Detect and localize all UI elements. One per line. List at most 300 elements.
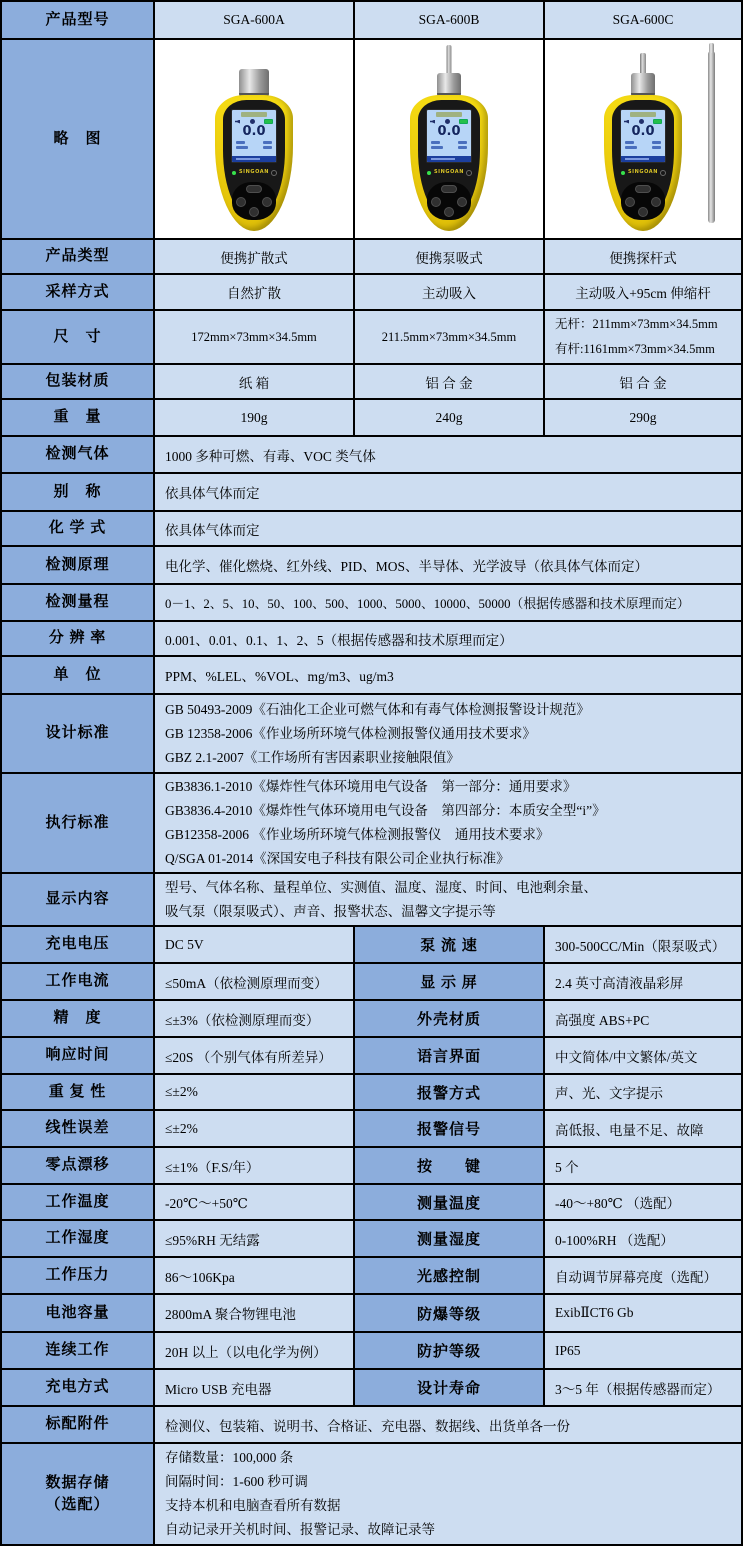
label-cell (355, 1221, 545, 1256)
keypad-enter-button (444, 207, 454, 217)
value-text: 依具体气体而定 (165, 522, 260, 538)
label-cell (2, 622, 155, 655)
value-text: 5 个 (555, 1159, 579, 1175)
speaker-icon (235, 120, 240, 124)
row-dimensions (2, 311, 741, 365)
value-cell (155, 1444, 741, 1544)
row-label: 测量温度 (416, 1195, 481, 1212)
model-c-cell (545, 2, 741, 38)
keypad-left-button (431, 197, 441, 207)
speaker-icon (624, 120, 629, 124)
label-cell (2, 1258, 155, 1293)
screen-info-row (427, 146, 471, 149)
label-cell (2, 1111, 155, 1146)
row-label: 重 复 性 (48, 1083, 107, 1100)
label-cell (355, 964, 545, 999)
value-cell (545, 1111, 741, 1146)
device-body (410, 95, 488, 231)
label-cell (2, 1407, 155, 1442)
label-cell (355, 1148, 545, 1183)
value-cell (155, 964, 355, 999)
label-cell (2, 437, 155, 472)
value-text: 主动吸入+95cm 伸缩杆 (575, 286, 711, 301)
screen-status-bar (427, 156, 471, 162)
value-cell (155, 512, 741, 545)
row-data-storage (2, 1444, 741, 1544)
value-line: Q/SGA 01-2014《深国安电子科技有限公司企业执行标准》 (165, 851, 510, 866)
row-label: 精 度 (53, 1010, 102, 1027)
product-image-cell-c (545, 40, 741, 238)
value-line: GB3836.4-2010《爆炸性气体环境用电气设备 第四部分：本质安全型“i”》 (165, 803, 606, 818)
value-cell (545, 1148, 741, 1183)
label-cell (2, 1295, 155, 1331)
row-label: 零点漂移 (45, 1157, 110, 1174)
label-cell (2, 40, 155, 238)
value-cell (545, 1075, 741, 1109)
model-b-name: SGA-600B (418, 12, 480, 27)
value-line: 型号、气体名称、量程单位、实测值、温度、湿度、时间、电池剩余量、 (165, 879, 597, 895)
row-label: 响应时间 (45, 1047, 110, 1064)
label-cell (355, 1111, 545, 1146)
row-label: 分 辨 率 (48, 630, 107, 647)
device-screen (620, 109, 666, 163)
row-label: 单 位 (53, 666, 102, 683)
row-product-type (2, 240, 741, 275)
value-cell (155, 1221, 355, 1256)
value-text: 高强度 ABS+PC (555, 1012, 650, 1028)
label-cell (2, 474, 155, 510)
value-cell-c (545, 275, 741, 309)
value-cell (545, 964, 741, 999)
value-line: 支持本机和电脑查看所有数据 (165, 1498, 341, 1513)
label-cell (2, 1038, 155, 1073)
value-cell (155, 1111, 355, 1146)
label-cell (2, 240, 155, 273)
row-packaging (2, 365, 741, 400)
keypad-right-button (262, 197, 272, 207)
value-line: 间隔时间：1-600 秒可调 (165, 1474, 308, 1489)
value-text: ≤50mA（依检测原理而变） (165, 975, 328, 991)
label-cell (355, 1038, 545, 1073)
value-cell-a (155, 365, 355, 398)
value-line: GBZ 2.1-2007《工作场所有害因素职业接触限值》 (165, 749, 460, 765)
screen-info-row (427, 141, 471, 144)
brand-row (418, 169, 480, 177)
model-a-cell (155, 2, 355, 38)
row-zero-drift-keys (2, 1148, 741, 1185)
row-label: 按 键 (416, 1159, 481, 1175)
row-label: 报警方式 (416, 1085, 481, 1102)
value-cell-a (155, 311, 355, 363)
value-cell-c (545, 311, 741, 363)
label-cell (355, 1370, 545, 1405)
value-line: GB 50493-2009《石油化工企业可燃气体和有毒气体检测报警设计规范》 (165, 701, 590, 717)
value-cell (545, 1258, 741, 1293)
screen-status-bar (232, 156, 276, 162)
value-cell (155, 1295, 355, 1331)
row-label: 充电电压 (45, 936, 110, 953)
value-cell-a (155, 240, 355, 273)
value-text: 1000 多种可燃、有毒、VOC 类气体 (165, 448, 376, 464)
brand-row (223, 169, 285, 177)
label-cell (355, 1258, 545, 1293)
value-cell (545, 1295, 741, 1331)
value-cell-b (355, 275, 545, 309)
row-sampling-method (2, 275, 741, 311)
value-cell (155, 874, 741, 925)
label-cell (2, 2, 155, 38)
row-label: 充电方式 (45, 1379, 110, 1396)
row-label: 防护等级 (416, 1344, 481, 1360)
value-cell (155, 695, 741, 772)
screen-info-row (232, 141, 276, 144)
value-text: 便携探杆式 (609, 250, 677, 266)
row-linearity-alarm-signal (2, 1111, 741, 1148)
row-label: 测量湿度 (416, 1232, 481, 1248)
label-cell (2, 874, 155, 925)
value-cell (155, 1407, 741, 1442)
sensor-cap (437, 73, 461, 97)
value-cell (155, 1258, 355, 1293)
row-label: 外壳材质 (416, 1012, 481, 1028)
row-label: 设计标准 (45, 725, 110, 742)
row-label: 线性误差 (45, 1120, 110, 1137)
label-cell (2, 927, 155, 962)
row-repeatability-alarm-mode (2, 1075, 741, 1111)
telescopic-rod (708, 51, 715, 223)
screen-reading: 0.0 (437, 124, 461, 139)
row-label: 检测气体 (45, 446, 110, 463)
value-cell (545, 1370, 741, 1405)
value-cell-c (545, 400, 741, 435)
value-text: 20H 以上（以电化学为例） (165, 1344, 327, 1360)
screen-info-row (621, 141, 665, 144)
keypad (427, 182, 471, 220)
value-cell-b (355, 365, 545, 398)
device-photo-sga-600b (355, 41, 543, 237)
row-weight (2, 400, 741, 437)
value-text: 300-500CC/Min（限泵吸式） (555, 938, 726, 954)
row-detection-principle (2, 547, 741, 585)
label-cell (2, 1370, 155, 1405)
pump-probe (447, 45, 452, 75)
value-text: ≤±3%（依检测原理而变） (165, 1012, 320, 1028)
value-cell (545, 1001, 741, 1036)
row-alias (2, 474, 741, 512)
row-label: 化 学 式 (48, 520, 107, 537)
row-display-content (2, 874, 741, 927)
row-working-pressure-light-sense (2, 1258, 741, 1295)
led-indicator (232, 171, 236, 175)
value-cell (545, 1333, 741, 1368)
value-line: GB 12358-2006《作业场所环境气体检测报警仪通用技术要求》 (165, 725, 536, 741)
row-label: 产品型号 (45, 11, 110, 28)
keypad-right-button (457, 197, 467, 207)
value-cell-c (545, 365, 741, 398)
row-detected-gas (2, 437, 741, 474)
keypad-right-button (651, 197, 661, 207)
row-working-current-display (2, 964, 741, 1001)
label-cell (2, 512, 155, 545)
row-label: 语言界面 (416, 1049, 481, 1065)
label-cell (2, 695, 155, 772)
value-text: 自动调节屏幕亮度（选配） (555, 1269, 717, 1285)
value-cell-a (155, 400, 355, 435)
device-front-panel (418, 100, 480, 220)
row-label: 执行标准 (45, 814, 110, 831)
label-cell (355, 1185, 545, 1219)
row-label: 别 称 (53, 483, 102, 500)
value-line: GB3836.1-2010《爆炸性气体环境用电气设备 第一部分：通用要求》 (165, 779, 577, 794)
value-text: 依具体气体而定 (165, 486, 260, 501)
row-accessories (2, 1407, 741, 1444)
product-image-cell-a (155, 40, 355, 238)
row-continuous-work-protection (2, 1333, 741, 1370)
row-label: 工作湿度 (45, 1230, 110, 1247)
row-working-temp-measure-temp (2, 1185, 741, 1221)
value-cell (155, 927, 355, 962)
value-text: ExibⅡCT6 Gb (555, 1305, 634, 1320)
keypad-enter-button (638, 207, 648, 217)
row-label: 检测原理 (45, 556, 110, 573)
value-cell (155, 437, 741, 472)
value-text: 高低报、电量不足、故障 (555, 1122, 704, 1138)
value-text: 0－1、2、5、10、50、100、500、1000、5000、10000、50000（根据传感器和技术原理而定） (165, 597, 690, 611)
label-cell (355, 1075, 545, 1109)
row-working-humidity-measure-humidity (2, 1221, 741, 1258)
device-photo-sga-600c (545, 41, 741, 237)
row-label: 泵 流 速 (420, 938, 478, 954)
label-cell (2, 547, 155, 583)
value-text: 172mm×73mm×34.5mm (191, 329, 317, 344)
label-cell (2, 1221, 155, 1256)
led-indicator (427, 171, 431, 175)
value-text: 便携泵吸式 (415, 250, 483, 266)
value-text: 铝 合 金 (619, 375, 667, 391)
row-resolution (2, 622, 741, 657)
label-cell (2, 1148, 155, 1183)
value-cell-a (155, 275, 355, 309)
value-cell (155, 547, 741, 583)
brand-label: SINGOAN (433, 169, 465, 175)
screen-reading: 0.0 (242, 124, 266, 139)
row-chemical-formula (2, 512, 741, 547)
row-label: 工作压力 (45, 1267, 110, 1284)
value-text: ≤20S （个别气体有所差异） (165, 1049, 332, 1065)
value-text: 中文简体/中文繁体/英文 (555, 1049, 698, 1065)
row-label: 显示内容 (45, 891, 110, 908)
label-cell (2, 585, 155, 620)
row-label: 工作温度 (45, 1193, 110, 1210)
label-cell (355, 1001, 545, 1036)
value-cell-b (355, 240, 545, 273)
device-front-panel (612, 100, 674, 220)
row-label: 检测量程 (45, 594, 110, 611)
value-text: ≤±1%（F.S/年） (165, 1159, 260, 1175)
value-text: 铝 合 金 (425, 375, 473, 391)
row-label: 工作电流 (45, 973, 110, 990)
value-line: 自动记录开关机时间、报警记录、故障记录等 (165, 1522, 435, 1537)
value-line: 吸气泵（限泵吸式）、声音、报警状态、温馨文字提示等 (165, 903, 496, 919)
row-battery-explosionproof (2, 1295, 741, 1333)
keypad-menu-button (246, 185, 262, 193)
value-cell-b (355, 400, 545, 435)
sensor-cap (631, 73, 655, 97)
value-cell (155, 1185, 355, 1219)
model-c-name: SGA-600C (612, 12, 674, 27)
label-cell (2, 1075, 155, 1109)
value-text: 240g (435, 409, 463, 425)
keypad (232, 182, 276, 220)
row-accuracy-shell (2, 1001, 741, 1038)
device-front-panel (223, 100, 285, 220)
speaker-icon (430, 120, 435, 124)
value-cell (155, 1370, 355, 1405)
row-label: 报警信号 (416, 1122, 481, 1138)
screen-title-bar (630, 112, 656, 117)
value-text: -40～+80℃ （选配） (555, 1196, 681, 1211)
label-cell (355, 1333, 545, 1368)
row-label: 设计寿命 (416, 1381, 481, 1397)
value-text: ≤95%RH 无结露 (165, 1232, 260, 1248)
value-text: 便携扩散式 (220, 250, 288, 266)
keypad-menu-button (441, 185, 457, 193)
row-response-time-language (2, 1038, 741, 1075)
sensor-cap (239, 69, 269, 97)
label-cell (2, 365, 155, 398)
screen-title-bar (436, 112, 462, 117)
power-button-icon (466, 170, 472, 176)
value-cell (155, 1075, 355, 1109)
value-text: 86～106Kpa (165, 1269, 235, 1285)
model-b-cell (355, 2, 545, 38)
brand-row (612, 169, 674, 177)
label-cell (2, 1185, 155, 1219)
value-cell (155, 1038, 355, 1073)
label-cell (2, 275, 155, 309)
pump-probe (640, 53, 646, 75)
row-label: 标配附件 (45, 1416, 110, 1433)
row-charging-method-design-life (2, 1370, 741, 1407)
value-text: ≤±2% (165, 1120, 198, 1136)
value-text: 无杆：211mm×73mm×34.5mm (555, 317, 718, 331)
value-cell (545, 927, 741, 962)
value-cell (155, 1001, 355, 1036)
row-label: 连续工作 (45, 1342, 110, 1359)
value-text: 290g (629, 409, 657, 425)
value-cell (155, 1333, 355, 1368)
label-cell (2, 400, 155, 435)
brand-label: SINGOAN (627, 169, 659, 175)
row-label: 略 图 (53, 130, 102, 147)
label-cell (2, 1001, 155, 1036)
value-cell (155, 657, 741, 693)
value-text: ≤±2% (165, 1084, 198, 1099)
value-text: 电化学、催化燃烧、红外线、PID、MOS、半导体、光学波导（依具体气体而定） (165, 559, 649, 574)
row-exec-standard (2, 774, 741, 874)
row-unit (2, 657, 741, 695)
label-cell (2, 774, 155, 872)
device-screen (426, 109, 472, 163)
value-cell (545, 1185, 741, 1219)
value-text: 主动吸入 (422, 286, 476, 301)
row-label: 电池容量 (45, 1304, 110, 1321)
led-indicator (621, 171, 625, 175)
model-a-name: SGA-600A (223, 12, 285, 27)
value-text: 2800mA 聚合物锂电池 (165, 1307, 296, 1322)
label-cell (2, 1444, 155, 1544)
device-body (604, 95, 682, 231)
value-text: 有杆:1161mm×73mm×34.5mm (555, 342, 715, 356)
device-body (215, 95, 293, 231)
row-charge-voltage-pump-flow (2, 927, 741, 964)
value-cell (545, 1038, 741, 1073)
row-label: 产品类型 (45, 248, 110, 265)
brand-label: SINGOAN (238, 169, 270, 175)
value-cell (155, 1148, 355, 1183)
value-cell (155, 622, 741, 655)
screen-title-bar (241, 112, 267, 117)
keypad (621, 182, 665, 220)
row-design-standard (2, 695, 741, 774)
row-label: 采样方式 (45, 283, 110, 300)
row-label: 包装材质 (45, 373, 110, 390)
value-text: PPM、%LEL、%VOL、mg/m3、ug/m3 (165, 669, 394, 684)
value-text: 190g (240, 409, 268, 425)
row-label: 重 量 (53, 409, 102, 426)
value-cell (155, 474, 741, 510)
value-cell-b (355, 311, 545, 363)
label-cell (2, 657, 155, 693)
label-cell (355, 927, 545, 962)
value-cell (155, 585, 741, 620)
keypad-left-button (236, 197, 246, 207)
value-text: -20℃～+50℃ (165, 1196, 248, 1211)
value-text: 3～5 年（根据传感器而定） (555, 1381, 721, 1397)
value-line: GB12358-2006 《作业场所环境气体检测报警仪 通用技术要求》 (165, 827, 550, 842)
keypad-menu-button (635, 185, 651, 193)
row-sketch (2, 40, 741, 240)
keypad-enter-button (249, 207, 259, 217)
label-cell (2, 1333, 155, 1368)
device-screen (231, 109, 277, 163)
label-cell (2, 964, 155, 999)
power-button-icon (660, 170, 666, 176)
row-label: 数据存储 (45, 1474, 110, 1491)
value-text: Micro USB 充电器 (165, 1381, 272, 1397)
value-text: 0.001、0.01、0.1、1、2、5（根据传感器和技术原理而定） (165, 632, 513, 648)
row-label-optional: （选配） (45, 1497, 110, 1513)
row-product-model (2, 2, 741, 40)
device-photo-sga-600a (155, 41, 353, 237)
screen-reading: 0.0 (631, 124, 655, 139)
value-cell (155, 774, 741, 872)
label-cell (355, 1295, 545, 1331)
row-label: 显 示 屏 (420, 975, 478, 991)
screen-status-bar (621, 156, 665, 162)
keypad-left-button (625, 197, 635, 207)
power-button-icon (271, 170, 277, 176)
value-text: 自然扩散 (227, 286, 281, 301)
value-cell (545, 1221, 741, 1256)
row-detection-range (2, 585, 741, 622)
value-text: 211.5mm×73mm×34.5mm (381, 329, 517, 344)
label-cell (2, 311, 155, 363)
value-text: 检测仪、包装箱、说明书、合格证、充电器、数据线、出货单各一份 (165, 1418, 570, 1434)
value-text: 2.4 英寸高清液晶彩屏 (555, 975, 684, 991)
row-label: 防爆等级 (416, 1306, 481, 1323)
value-text: DC 5V (165, 936, 204, 952)
